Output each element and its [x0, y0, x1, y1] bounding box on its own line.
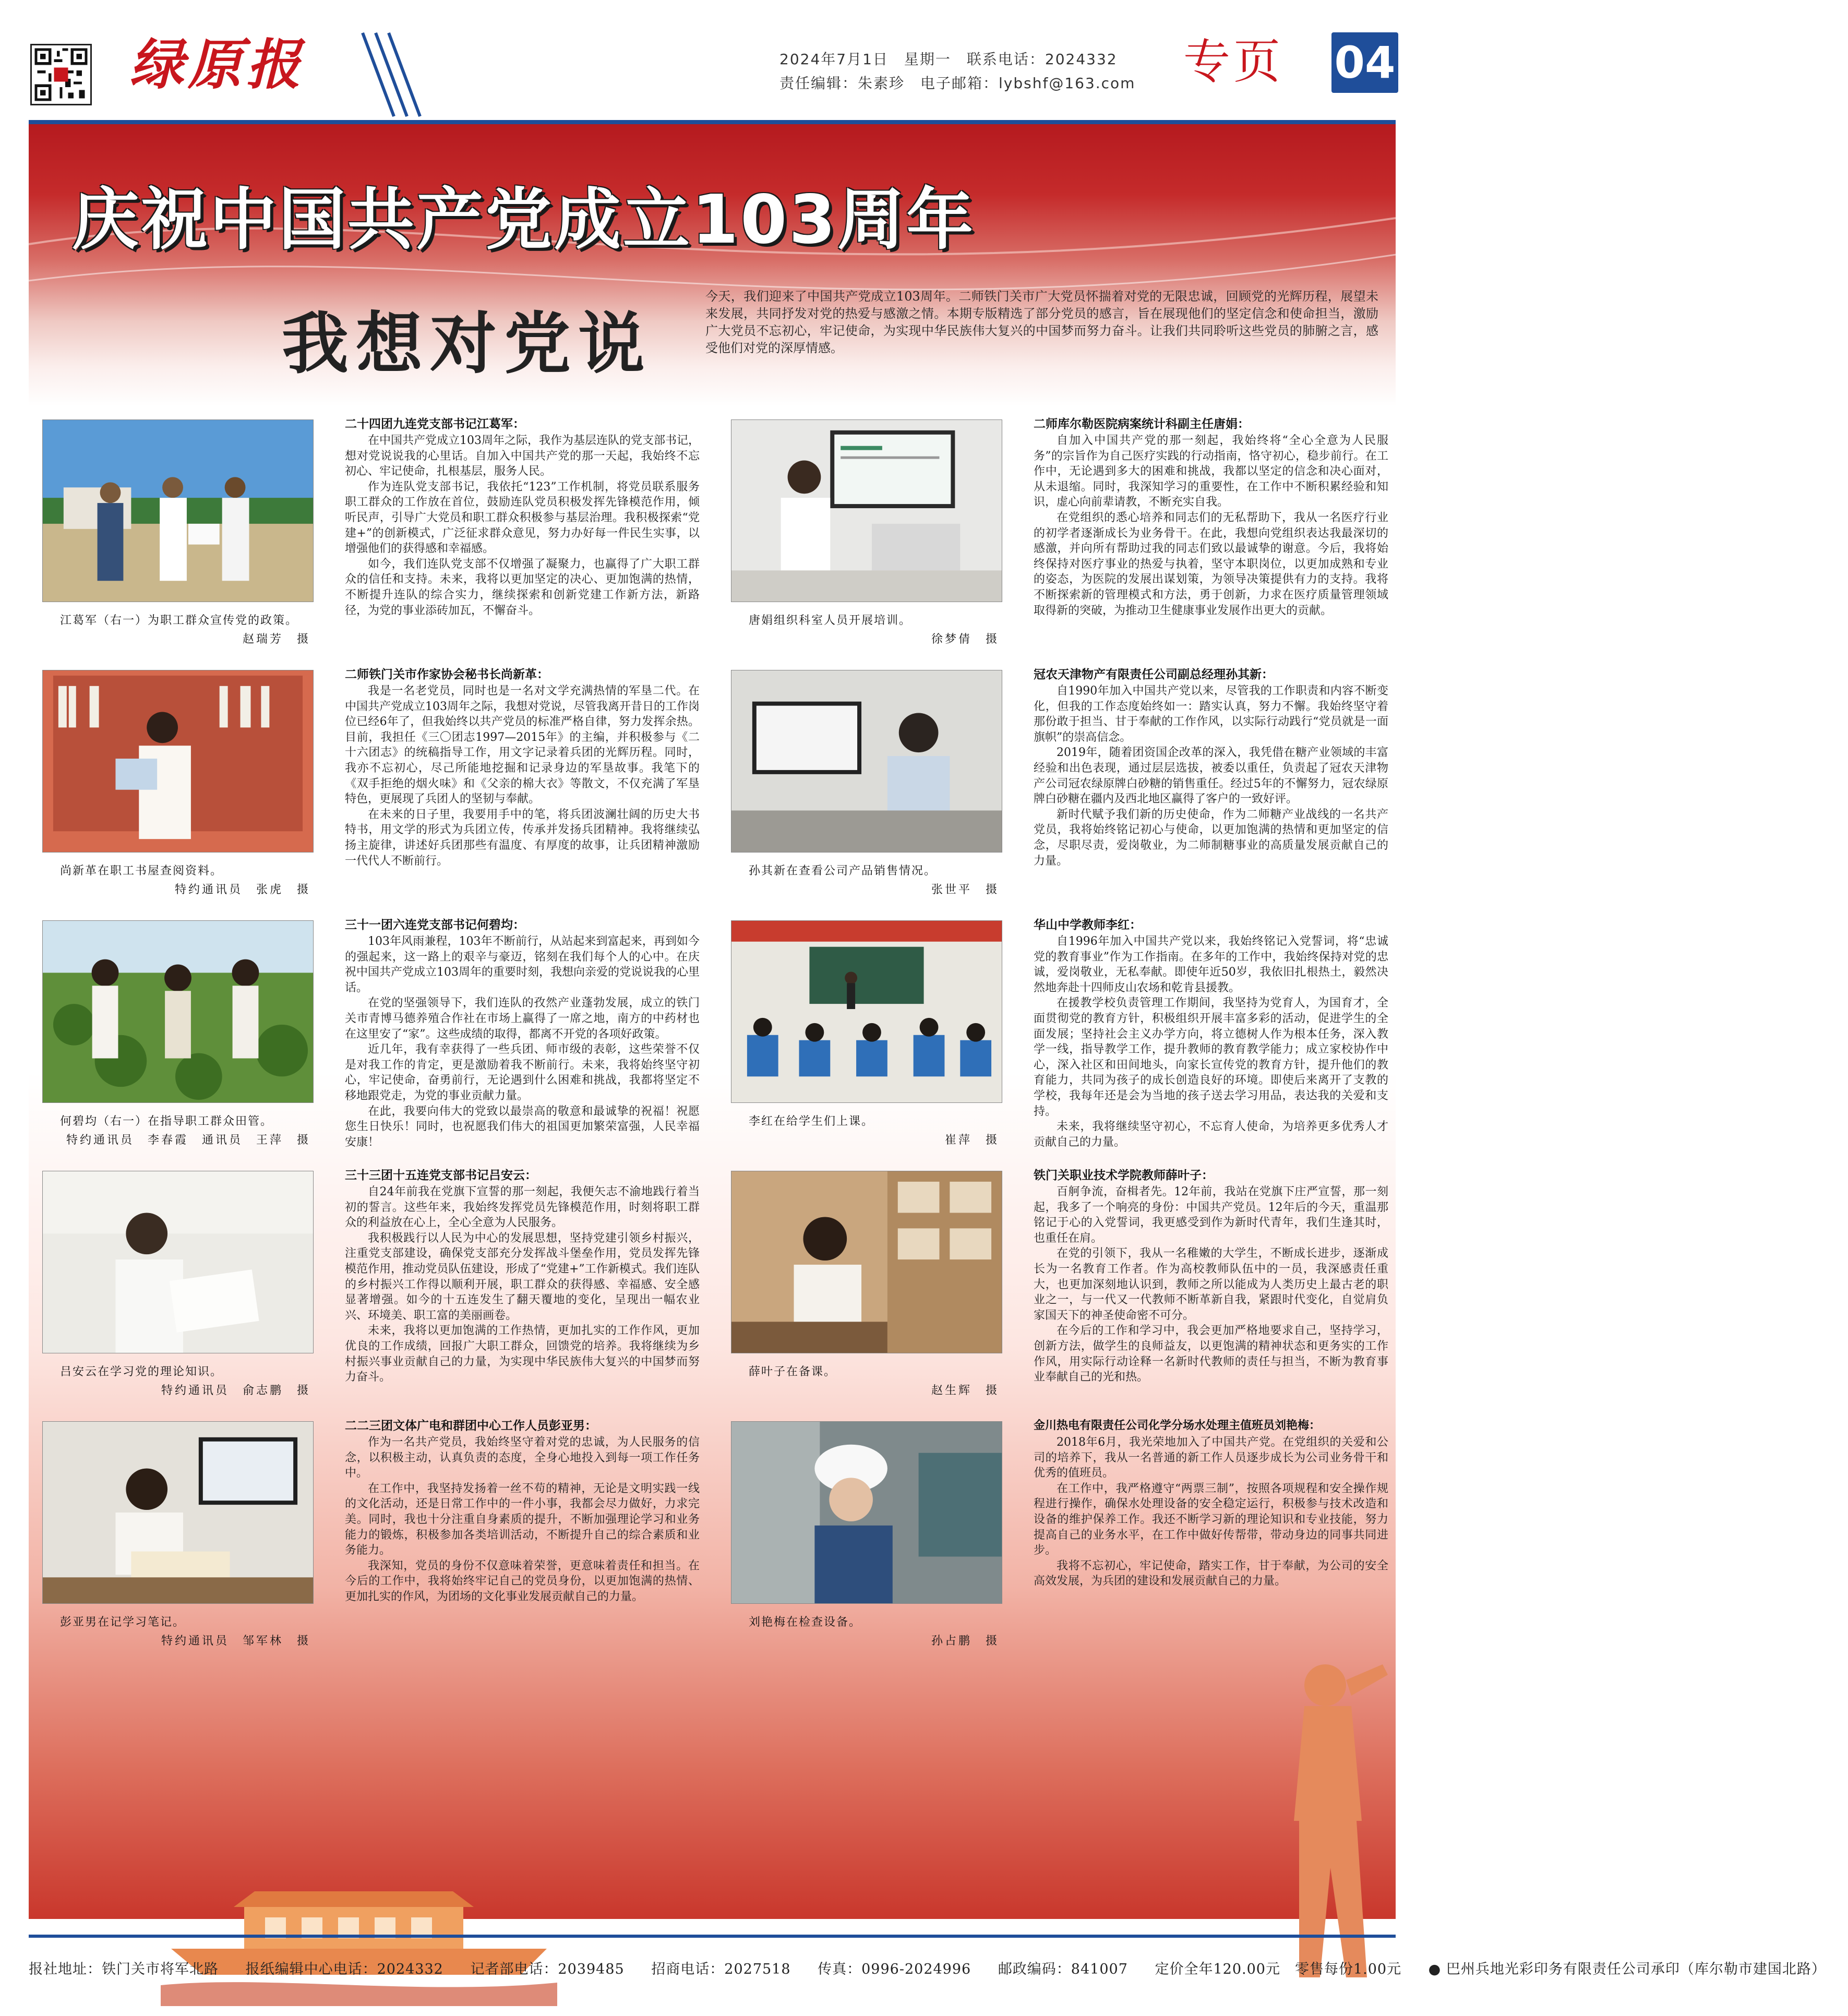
- article-paragraph: 在党的坚强领导下，我们连队的孜然产业蓬勃发展，成立的铁门关市青博马德养殖合作社在市场上赢得了一席之地，南方的中药材也在这里安了“家”。这些成绩的取得，都离不开党的各项好政策。: [345, 997, 700, 1041]
- article-paragraph: 我是一名老党员，同时也是一名对文学充满热情的军垦二代。在中国共产党成立103周年之际，我想对党说，尽管我离开昔日的工作岗位已经6年了，但我始终以共产党员的标准严格自律，努力发挥余热。目前，我担任《三〇团志1997—2015年》的主编，并积极参与《二十六团志》的统稿指导工作，用文字记录着兵团的光辉历程。同时，我亦不忘初心，尽己所能地挖掘和记录身边的军垦故事。我笔下的《双手拒绝的烟火味》和《父亲的棉大衣》等散文，不仅充满了军垦特色，更展现了兵团人的坚韧与奉献。: [345, 685, 700, 806]
- article-body: [1034, 1184, 1388, 1385]
- article-paragraph: 在工作中，我坚持发扬着一丝不苟的精神，无论是文明实践一线的文化活动，还是日常工作中的一件小事，我都会尽力做好，力求完美。同时，我也十分注重自身素质的提升，不断加强理论学习和业务能力的锻炼，积极参加各类培训活动，不断提升自己的综合素质和业务能力。: [345, 1482, 700, 1557]
- photo-caption: 彭亚男在记学习笔记。: [60, 1616, 186, 1629]
- article-body: [1034, 433, 1388, 618]
- article-photo: [731, 1171, 1002, 1353]
- article-lv-anyun: [29, 1157, 702, 1402]
- article-paragraph: 未来，我将以更加饱满的工作热情，更加扎实的工作作风，更加优良的工作成绩，回报广大职工群众，回馈党的培养。我将继续为乡村振兴事业贡献自己的力量，为实现中华民族伟大复兴的中国梦而努力奋斗。: [345, 1324, 700, 1384]
- article-paragraph: 作为一名共产党员，我始终坚守着对党的忠诚，为人民服务的信念，以积极主动，认真负责的态度，全身心地投入到每一项工作任务中。: [345, 1436, 700, 1480]
- article-paragraph: 新时代赋予我们新的历史使命，作为二师糖产业战线的一名共产党员，我将始终铭记初心与使命，以更加饱满的热情和更加坚定的信念，尽职尽责，爱岗敬业，为二师制糖事业的高质量发展贡献自己的力量。: [1034, 808, 1388, 868]
- photo-credit: 徐梦倩 摄: [931, 633, 999, 646]
- article-paragraph: 在中国共产党成立103周年之际，我作为基层连队的党支部书记，想对党说说我的心里话。自加入中国共产党的那一天起，我始终不忘初心、牢记使命，扎根基层，服务人民。: [345, 434, 700, 478]
- article-paragraph: 自1990年加入中国共产党以来，尽管我的工作职责和内容不断变化，但我的工作态度始终如一：踏实认真，努力不懈。我始终坚守着那份敢于担当、甘于奉献的工作作风，以实际行动践行“党员就是一面旗帜”的崇高信念。: [1034, 685, 1388, 744]
- article-paragraph: 我深知，党员的身份不仅意味着荣誉，更意味着责任和担当。在今后的工作中，我将始终牢记自己的党员身份，以更加饱满的热情、更加扎实的作风，为团场的文化事业发展贡献自己的力量。: [345, 1559, 700, 1603]
- article-sun-qixin: [717, 656, 1390, 902]
- footer-info: [29, 1958, 1826, 1978]
- article-xue-yezi: [717, 1157, 1390, 1402]
- footer-address: 报社地址：铁门关市将军北路: [29, 1961, 219, 1977]
- photo-caption: 唐娟组织科室人员开展培训。: [749, 614, 912, 627]
- article-paragraph: 自24年前我在党旗下宣誓的那一刻起，我便矢志不渝地践行着当初的誓言。这些年来，我始终发挥党员先锋模范作用，时刻将职工群众的利益放在心上，全心全意为人民服务。: [345, 1185, 700, 1230]
- article-paragraph: 在此，我要向伟大的党致以最崇高的敬意和最诚挚的祝福！祝愿您生日快乐！同时，也祝愿我们伟大的祖国更加繁荣富强，人民幸福安康！: [345, 1105, 700, 1149]
- photo-caption: 李红在给学生们上课。: [749, 1115, 874, 1128]
- article-paragraph: 自1996年加入中国共产党以来，我始终铭记入党誓词，将“忠诚党的教育事业”作为工作指南。在多年的工作中，我始终保持对党的忠诚，爱岗敬业，无私奉献。即使年近50岁，我依旧扎根热土，毅然决然地奔赴十四师皮山农场和乾肯县援教。: [1034, 935, 1388, 994]
- article-headline: 三十一团六连党支部书记何碧均：: [345, 918, 525, 932]
- footer-postcode: 邮政编码：841007: [998, 1961, 1128, 1977]
- article-he-bijun: [29, 907, 702, 1152]
- header-rule: [29, 120, 1396, 124]
- article-paragraph: 在未来的日子里，我要用手中的笔，将兵团波澜壮阔的历史大书特书，用文学的形式为兵团立传，传承并发扬兵团精神。我将继续弘扬主旋律，讲述好兵团那些有温度、有厚度的故事，让兵团精神激励一代代人不断前行。: [345, 808, 700, 868]
- intro-paragraph: 今天，我们迎来了中国共产党成立103周年。二师铁门关市广大党员怀揣着对党的无限忠诚，回顾党的光辉历程，展望未来发展，共同抒发对党的热爱与感激之情。本期专版精选了部分党员的感言，旨在展现他们的坚定信念和使命担当，激励广大党员不忘初心，牢记使命，为实现中华民族伟大复兴的中国梦而努力奋斗。让我们共同聆听这些党员的肺腑之言，感受他们对党的深厚情感。: [705, 289, 1378, 355]
- article-photo: [731, 419, 1002, 602]
- article-paragraph: 我将不忘初心，牢记使命，踏实工作，甘于奉献，为公司的安全高效发展，为兵团的建设和发展贡献自己的力量。: [1034, 1559, 1388, 1588]
- page-subtitle: 我想对党说: [282, 305, 653, 383]
- photo-credit: 特约通讯员 俞志鹏 摄: [161, 1384, 310, 1397]
- page-title: 庆祝中国共产党成立103周年: [72, 181, 976, 259]
- article-photo: [731, 920, 1002, 1103]
- photo-caption: 薛叶子在备课。: [749, 1365, 837, 1378]
- photo-caption: 吕安云在学习党的理论知识。: [60, 1365, 223, 1378]
- article-body: [345, 433, 700, 618]
- article-paragraph: 在今后的工作和学习中，我会更加严格地要求自己，坚持学习，创新方法，做学生的良师益友，以更饱满的精神状态和更务实的工作作风，用实际行动诠释一名新时代教师的责任与担当，不断为教育事业奉献自己的光和热。: [1034, 1324, 1388, 1384]
- article-headline: 冠农天津物产有限责任公司副总经理孙其新：: [1034, 668, 1274, 681]
- article-paragraph: 103年风雨兼程，103年不断前行，从站起来到富起来，再到如今的强起来，这一路上的艰辛与豪迈，铭刻在我们每个人的心中。在庆祝中国共产党成立103周年的重要时刻，我想向亲爱的党说说我的心里话。: [345, 935, 700, 994]
- footer-reporter-phone: 记者部电话：2039485: [470, 1961, 625, 1977]
- page-number: 04: [1331, 32, 1398, 93]
- article-body: [345, 934, 700, 1150]
- footer-rule: [29, 1935, 1396, 1938]
- photo-caption: 何碧均（右一）在指导职工群众田管。: [60, 1115, 273, 1128]
- footer-editing-phone: 报纸编辑中心电话：2024332: [245, 1961, 443, 1977]
- footer-printer-text: 巴州兵地光彩印务有限责任公司承印（库尔勒市建国北路）: [1446, 1961, 1826, 1977]
- article-photo: [42, 1421, 314, 1604]
- article-headline: 二师库尔勒医院病案统计科副主任唐娟：: [1034, 417, 1250, 431]
- red-boat-illustration: [161, 1850, 557, 2006]
- article-paragraph: 未来，我将继续坚守初心，不忘育人使命，为培养更多优秀人才贡献自己的力量。: [1034, 1120, 1388, 1149]
- date-line: 2024年7月1日 星期一 联系电话：2024332: [779, 51, 1118, 68]
- article-headline: 三十三团十五连党支部书记吕安云：: [345, 1169, 537, 1182]
- article-body: [345, 1184, 700, 1385]
- article-headline: 华山中学教师李红：: [1034, 918, 1142, 932]
- article-body: [1034, 934, 1388, 1150]
- article-paragraph: 自加入中国共产党的那一刻起，我始终将“全心全意为人民服务”的宗旨作为自己医疗实践的行动指南，恪守初心，稳步前行。在工作中，无论遇到多大的困难和挑战，我都以坚定的信念和决心面对，从未退缩。同时，我深知学习的重要性，在工作中不断积累经验和知识，虚心向前辈请教，不断充实自我。: [1034, 434, 1388, 509]
- statue-silhouette-illustration: [1278, 1649, 1393, 1983]
- footer-ad-phone: 招商电话：2027518: [651, 1961, 791, 1977]
- article-jiang-gejun: [29, 406, 702, 651]
- article-photo: [42, 1171, 314, 1353]
- article-paragraph: 在工作中，我严格遵守“两票三制”，按照各项规程和安全操作规程进行操作，确保水处理设备的安全稳定运行，积极参与技术改造和设备的维护保养工作。我还不断学习新的理论知识和专业技能，努力提高自己的业务水平，在工作中做好传帮带，带动身边的同事共同进步。: [1034, 1482, 1388, 1557]
- article-body: [345, 683, 700, 869]
- photo-credit: 特约通讯员 张虎 摄: [174, 883, 310, 896]
- article-photo: [42, 920, 314, 1103]
- article-paragraph: 百舸争流，奋楫者先。12年前，我站在党旗下庄严宣誓，那一刻起，我多了一个响亮的身份：中国共产党员。12年后的今天，重温那铭记于心的入党誓词，我更感受到作为新时代青年，我们生逢其时，也重任在肩。: [1034, 1185, 1388, 1245]
- article-photo: [731, 670, 1002, 853]
- photo-caption: 孙其新在查看公司产品销售情况。: [749, 865, 937, 878]
- article-paragraph: 在党组织的悉心培养和同志们的无私帮助下，我从一名医疗行业的初学者逐渐成长为业务骨干。在此，我想向党组织表达我最深切的感激，并向所有帮助过我的同志们致以最诚挚的谢意。今后，我将始终保持对医疗事业的热爱与执着，坚守本职岗位，以更加成熟和专业的姿态，为医院的发展出谋划策，为领导决策提供有力的支持。我将不断探索新的管理模式和方法，勇于创新，力求在医疗质量管理领域取得新的突破，为推动卫生健康事业发展作出更大的贡献。: [1034, 511, 1388, 617]
- article-peng-yanan: [29, 1408, 702, 1653]
- photo-caption: 江葛军（右一）为职工群众宣传党的政策。: [60, 614, 298, 627]
- article-body: [1034, 683, 1388, 869]
- article-photo: [42, 419, 314, 602]
- footer-printer: ● 巴州兵地光彩印务有限责任公司承印（库尔勒市建国北路）: [1428, 1961, 1826, 1977]
- article-body: [1034, 1435, 1388, 1589]
- photo-credit: 特约通讯员 邹军林 摄: [161, 1635, 310, 1648]
- footer-fax: 传真：0996-2024996: [818, 1961, 971, 1977]
- article-headline: 二十四团九连党支部书记江葛军：: [345, 417, 525, 431]
- footer-price: 定价全年120.00元 零售每份1.00元: [1155, 1961, 1402, 1977]
- article-paragraph: 2018年6月，我光荣地加入了中国共产党。在党组织的关爱和公司的培养下，我从一名普通的新工作人员逐步成长为公司业务骨干和优秀的值班员。: [1034, 1436, 1388, 1480]
- article-body: [345, 1435, 700, 1605]
- photo-caption: 刘艳梅在检查设备。: [749, 1616, 862, 1629]
- article-paragraph: 2019年，随着团资国企改革的深入，我凭借在糖产业领域的丰富经验和出色表现，通过层层选拔，被委以重任，负责起了冠农天津物产公司冠农绿原牌白砂糖的销售重任。经过5年的不懈努力，冠农绿原牌白砂糖在疆内及西北地区赢得了客户的一致好评。: [1034, 746, 1388, 806]
- article-headline: 二师铁门关市作家协会秘书长尚新革：: [345, 668, 549, 681]
- photo-credit: 特约通讯员 李春霞 通讯员 王萍 摄: [66, 1134, 310, 1147]
- article-liu-yanmei: [717, 1408, 1390, 1653]
- qr-code[interactable]: [30, 44, 92, 105]
- article-paragraph: 在援教学校负责管理工作期间，我坚持为党育人，为国育才，全面贯彻党的教育方针，积极组织开展丰富多彩的活动，促进学生的全面发展；坚持社会主义办学方向，将立德树人作为根本任务，深入教学一线，指导教学工作，提升教师的教育教学能力；成立家校协作中心，深入社区和田间地头，向家长宣传党的教育方针，提升他们的教育能力，共同为孩子的成长创造良好的环境。即使后来离开了支教的学校，我每年还是会为当地的孩子送去学习用品，表达我的关爱和支持。: [1034, 997, 1388, 1118]
- article-shang-xinge: [29, 656, 702, 902]
- photo-credit: 赵生辉 摄: [931, 1384, 999, 1397]
- masthead-slash-decoration: [360, 30, 433, 119]
- photo-caption: 尚新革在职工书屋查阅资料。: [60, 865, 223, 878]
- article-paragraph: 在党的引领下，我从一名稚嫩的大学生，不断成长进步，逐渐成长为一名教育工作者。作为高校教师队伍中的一员，我深感责任重大，也更加深刻地认识到，教师之所以能成为人类历史上最古老的职业之一，与一代又一代教师不断革新自我，紧跟时代变化，自觉肩负家国天下的神圣使命密不可分。: [1034, 1247, 1388, 1322]
- article-photo: [42, 670, 314, 853]
- article-tang-juan: [717, 406, 1390, 651]
- photo-credit: 赵瑞芳 摄: [242, 633, 310, 646]
- article-paragraph: 近几年，我有幸获得了一些兵团、师市级的表彰，这些荣誉不仅是对我工作的肯定，更是激励着我不断前行。未来，我将始终坚守初心，牢记使命，奋勇前行，无论遇到什么困难和挑战，我都将坚定不移地跟党走，为党的事业贡献力量。: [345, 1043, 700, 1102]
- photo-credit: 孙占鹏 摄: [931, 1635, 999, 1648]
- article-paragraph: 作为连队党支部书记，我依托“123”工作机制，将党员联系服务职工群众的工作放在首位，鼓励连队党员积极发挥先锋模范作用，倾听民声，引导广大党员和职工群众积极参与基层治理。我积极探索“党建+”的创新模式，广泛征求群众意见，努力办好每一件民生实事，以增强他们的获得感和幸福感。: [345, 480, 700, 556]
- photo-credit: 张世平 摄: [931, 883, 999, 896]
- article-paragraph: 我积极践行以人民为中心的发展思想，坚持党建引领乡村振兴，注重党支部建设，确保党支部充分发挥战斗堡垒作用，党员发挥先锋模范作用，推动党员队伍建设，形成了“党建+”工作新模式。我们连队的乡村振兴工作得以顺利开展，职工群众的获得感、幸福感、安全感显著增强。如今的十五连发生了翻天覆地的变化，呈现出一幅农业兴、环境美、职工富的美丽画卷。: [345, 1231, 700, 1322]
- editor-line: 责任编辑：朱素珍 电子邮箱：lybshf@163.com: [779, 75, 1136, 92]
- newspaper-logo: 绿原报: [129, 32, 305, 97]
- article-paragraph: 如今，我们连队党支部不仅增强了凝聚力，也赢得了广大职工群众的信任和支持。未来，我将以更加坚定的决心、更加饱满的热情，不断提升连队的综合实力，继续探索和创新党建工作新方法，新路径，为党的事业添砖加瓦，不懈奋斗。: [345, 557, 700, 617]
- section-label: 专页: [1183, 34, 1283, 89]
- article-photo: [731, 1421, 1002, 1604]
- article-headline: 二二三团文体广电和群团中心工作人员彭亚男：: [345, 1419, 597, 1433]
- article-li-hong: [717, 907, 1390, 1152]
- photo-credit: 崔萍 摄: [944, 1134, 999, 1147]
- article-headline: 铁门关职业技术学院教师薛叶子：: [1034, 1169, 1214, 1182]
- article-headline: 金川热电有限责任公司化学分场水处理主值班员刘艳梅：: [1034, 1419, 1321, 1432]
